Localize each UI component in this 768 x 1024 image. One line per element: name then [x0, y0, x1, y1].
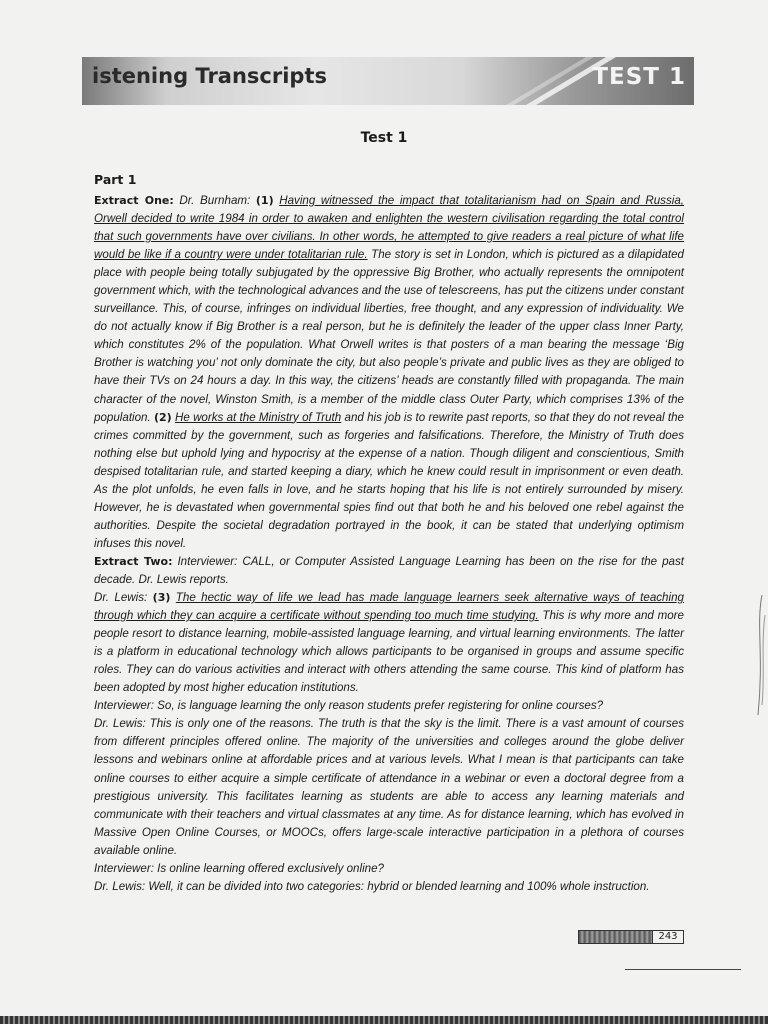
lewis-paragraph-1 [94, 589, 684, 697]
lewis-paragraph-3: Dr. Lewis: Well, it can be divided into two categories: hybrid or blended learning and 100% whole instruction. [94, 879, 650, 893]
header-test-badge: TEST 1 [592, 64, 686, 90]
extract-two-paragraph [94, 553, 684, 589]
paragraph-text: The story is set in London, which is pictured as a dilapidated place with people being totally subjugated by the oppressive Big Brother, who actually represents the omnipotent government which, with the technological advances and the use of telescreens, has put the citizens under constant surveillance. This, of course, infringes on individual liberties, free thought, and any expression of individuality. We do not actually know if Big Brother is a real person, but he is definitely the leader of the upper class Inner Party, which constitutes 2% of the population. What Orwell writes is that posters of a man bearing the message ‘Big Brother is watching you’ not only dominate the city, but also people’s private and public lives as they are obliged to have their TVs on 24 hours a day. In this way, the citizens’ heads are constantly filled with propaganda. The main character of the novel, Winston Smith, is a member of the middle class Outer Party, which comprises 13% of the population. [94, 248, 685, 424]
header-title: istening Transcripts [92, 64, 327, 88]
interviewer-question-1: Interviewer: So, is language learning the only reason students prefer registering for online courses? [94, 699, 604, 713]
paragraph-text: and his job is to rewrite past reports, so that they do not reveal the crimes committed by the government, such as forgeries and falsifications. Therefore, the Ministry of Truth does nothing else but uphold lying and hypocrisy at the expense of a nation. Though diligent and conscientious, Smith despised totalitarian rule, and started keeping a diary, which he knew could result in imprisonment or even death. As the plot unfolds, he even falls in love, and he starts hoping that his life is not entirely surrounded by misery. However, he is devastated when governmental spies find out that both he and his beloved one rebel against the authorities. Despite the societal degradation portrayed in the book, it can be stated that underlying optimism infuses this novel. [94, 410, 685, 550]
extract-two-label: Extract Two: [94, 554, 173, 568]
page-number: 243 [652, 931, 683, 943]
page-number-box [578, 930, 684, 944]
answer-marker-2: (2) [154, 410, 172, 424]
speaker-lewis: Dr. Lewis: [94, 591, 153, 605]
answer-marker-1: (1) [255, 194, 274, 207]
binding-edge-mark [752, 595, 766, 715]
part-heading: Part 1 [94, 172, 137, 187]
scan-bottom-edge [0, 1016, 768, 1024]
underlined-answer-1: Having witnessed the impact that totalitarianism had on Spain and Russia, Orwell decided to write 1984 in order to awaken and enlighten the western civilisation regarding the total control that such governments have over civilians. In other words, he attempted to give readers a real picture of what life would be like if a country were under totalitarian rule. [94, 194, 685, 262]
transcript-body [94, 192, 684, 896]
header-banner [82, 57, 694, 105]
underlined-answer-3: The hectic way of life we lead has made language learners seek alternative ways of teaching through which they can acquire a certificate without spending too much time studying. [94, 591, 684, 623]
test-heading: Test 1 [360, 130, 408, 146]
extract-one-paragraph [94, 192, 684, 553]
extract-one-label: Extract One: [94, 194, 174, 207]
underlined-answer-2: He works at the Ministry of Truth [174, 410, 342, 424]
paragraph-text: This is why more and more people resort to distance learning, mobile-assisted language learning, and virtual learning environments. The latter is a platform in educational technology which allows participants to be organised in groups and assume specific roles. They can do various activities and interact with others attending the same course. This kind of platform has been adopted by most higher education institutions. [94, 609, 684, 695]
answer-marker-3: (3) [152, 591, 171, 605]
interviewer-question-2: Interviewer: Is online learning offered exclusively online? [94, 861, 385, 875]
speaker-burnham: Dr. Burnham: [173, 194, 256, 207]
lewis-paragraph-2: Dr. Lewis: This is only one of the reasons. The truth is that the sky is the limit. There is a vast amount of courses from different principles offered online. The majority of the universities and colleges around the globe deliver lessons and webinars online at affordable prices and at various levels. What I mean is that participants can take online courses to either acquire a simple certificate of attendance in a webinar or even a doctoral degree from a prestigious university. This facilitates learning as students are able to access any learning materials and communicate with their teachers and virtual classmates at any time. As for distance learning, which has evolved in Massive Open Online Courses, or MOOCs, offers large-scale interactive participation in a plethora of courses available online. [94, 717, 684, 857]
paragraph-text: Interviewer: CALL, or Computer Assisted Language Learning has been on the rise for the past decade. Dr. Lewis reports. [94, 554, 684, 586]
footer-rule [625, 969, 741, 970]
